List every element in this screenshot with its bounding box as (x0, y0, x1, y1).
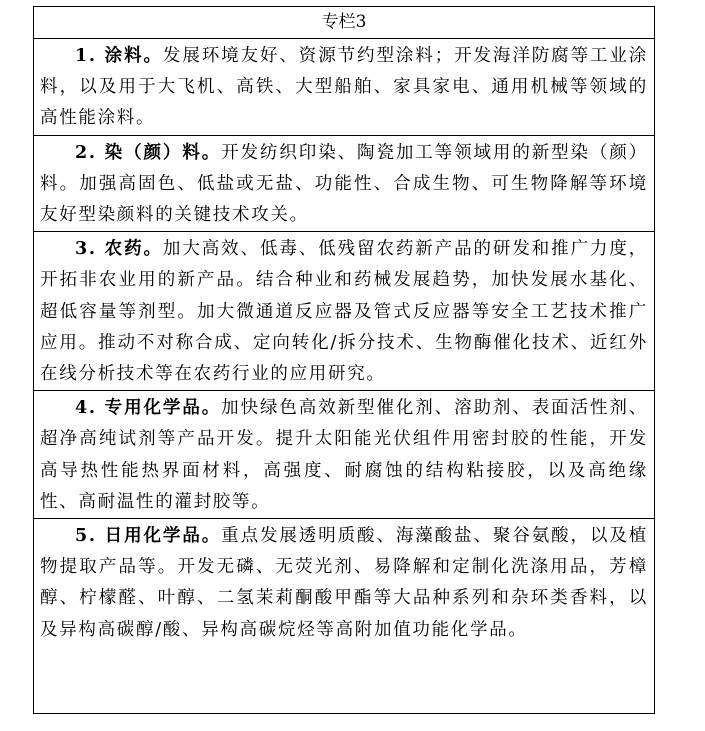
section-pesticides (34, 232, 654, 391)
section-body: 加大高效、低毒、低残留农药新产品的研发和推广力度，开拓非农业用的新产品。结合种业和药械发展趋势，加快发展水基化、超低容量等剂型。加大微通道反应器及管式反应器等安全工艺技术推广应用。推动不对称合成、定向转化/拆分技术、生物酶催化技术、近红外在线分析技术等在农药行业的应用研究。 (40, 239, 649, 385)
section-paragraph (40, 234, 648, 390)
section-heading: 1. 涂料。 (75, 46, 163, 66)
section-paragraph (40, 393, 648, 518)
column-title: 专栏3 (34, 7, 654, 39)
section-specialty-chemicals (34, 391, 654, 519)
section-heading: 2. 染（颜）料。 (75, 142, 222, 163)
column-box (33, 6, 655, 714)
section-body: 开发纺织印染、陶瓷加工等领域用的新型染（颜）料。加强高固色、低盐或无盐、功能性、合成生物、可生物降解等环境友好型染颜料的关键技术攻关。 (40, 142, 648, 226)
section-body: 加快绿色高效新型催化剂、溶助剂、表面活性剂、超净高纯试剂等产品开发。提升太阳能光伏组件用密封胶的性能，开发高导热性能热界面材料，高强度、耐腐蚀的结构粘接胶，以及高绝缘性、高耐温性的灌封胶等。 (40, 398, 648, 512)
section-paragraph (40, 41, 648, 135)
section-paragraph (40, 521, 648, 646)
section-body: 重点发展透明质酸、海藻酸盐、聚谷氨酸，以及植物提取产品等。开发无磷、无荧光剂、易降解和定制化洗涤用品，芳樟醇、柠檬醛、叶醇、二氢茉莉酮酸甲酯等大品种系列和杂环类香料，以及异构高碳醇/酸、异构高碳烷烃等高附加值功能化学品。 (40, 526, 648, 640)
section-coatings (34, 39, 654, 136)
section-heading: 4. 专用化学品。 (75, 398, 222, 419)
section-daily-chemicals (34, 519, 654, 646)
section-heading: 3. 农药。 (75, 239, 163, 260)
section-dyes (34, 136, 654, 233)
section-paragraph (40, 138, 648, 232)
section-body: 发展环境友好、资源节约型涂料；开发海洋防腐等工业涂料，以及用于大飞机、高铁、大型船舶、家具家电、通用机械等领域的高性能涂料。 (40, 46, 649, 129)
section-heading: 5. 日用化学品。 (75, 526, 222, 547)
